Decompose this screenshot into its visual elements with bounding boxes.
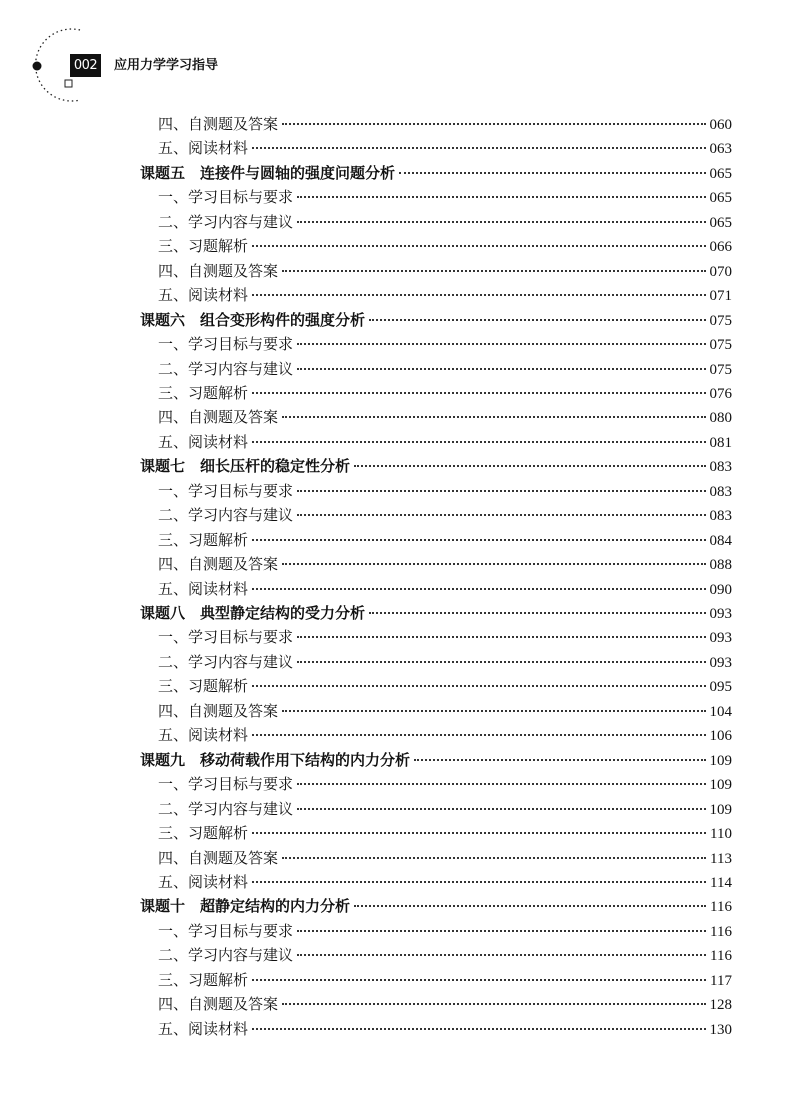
dot-leader [252,1027,705,1030]
toc-section-entry[interactable] [158,479,732,503]
dot-leader [297,782,705,785]
toc-section-entry[interactable] [158,577,732,601]
toc-entry-page: 083 [709,459,732,476]
toc-entry-page: 116 [710,923,732,940]
book-title: 应用力学学习指导 [114,58,219,73]
toc-entry-title: 三、习题解析 [158,237,249,256]
toc-entry-page: 076 [709,385,732,402]
dot-leader [252,146,705,149]
toc-entry-page: 095 [709,679,732,696]
toc-section-entry[interactable] [158,650,732,674]
toc-entry-title: 二、学习内容与建议 [158,359,294,378]
toc-entry-page: 066 [709,239,732,256]
toc-section-entry[interactable] [158,723,732,747]
toc-section-entry[interactable] [158,772,732,796]
toc-chapter-entry[interactable] [140,161,732,185]
toc-chapter-entry[interactable] [140,748,732,772]
toc-entry-page: 109 [709,801,732,818]
page-header [0,0,790,110]
toc-entry-page: 080 [709,410,732,427]
toc-entry-page: 117 [710,972,732,989]
toc-entry-title: 三、习题解析 [158,383,249,402]
toc-chapter-entry[interactable] [140,894,732,918]
toc-entry-page: 130 [709,1021,732,1038]
toc-entry-title: 四、自测题及答案 [158,701,279,720]
toc-entry-page: 075 [709,312,732,329]
toc-entry-title: 一、学习目标与要求 [158,481,294,500]
toc-section-entry[interactable] [158,136,732,160]
toc-entry-title: 课题十 超静定结构的内力分析 [140,897,351,916]
toc-entry-page: 093 [709,606,732,622]
toc-chapter-entry[interactable] [140,454,732,478]
toc-entry-page: 109 [709,752,732,769]
toc-entry-page: 065 [709,165,732,182]
toc-entry-title: 课题九 移动荷载作用下结构的内力分析 [140,750,411,769]
dot-leader [369,318,705,321]
toc-entry-page: 081 [709,434,732,451]
toc-section-entry[interactable] [158,259,732,283]
dot-leader [252,684,705,687]
toc-entry-page: 070 [709,263,732,280]
dot-leader [252,733,705,736]
toc-entry-title: 五、阅读材料 [158,139,249,158]
toc-entry-title: 一、学习目标与要求 [158,628,294,647]
dot-leader [252,831,706,834]
dot-leader [252,880,706,883]
toc-entry-page: 116 [710,899,732,916]
toc-entry-page: 104 [709,703,732,720]
toc-section-entry[interactable] [158,234,732,258]
toc-section-entry[interactable] [158,797,732,821]
dot-leader [369,611,705,614]
dot-leader [297,513,705,516]
dot-leader [282,269,705,272]
toc-entry-page: 128 [709,997,732,1014]
toc-entry-page: 060 [709,117,732,133]
toc-entry-title: 课题六 组合变形构件的强度分析 [140,310,366,329]
toc-entry-title: 一、学习目标与要求 [158,921,294,940]
toc-section-entry[interactable] [158,405,732,429]
toc-section-entry[interactable] [158,870,732,894]
toc-entry-title: 四、自测题及答案 [158,555,279,574]
toc-entry-title: 一、学习目标与要求 [158,188,294,207]
toc-entry-title: 三、习题解析 [158,970,249,989]
toc-section-entry[interactable] [158,430,732,454]
toc-entry-title: 课题五 连接件与圆轴的强度问题分析 [140,163,396,182]
toc-entry-title: 四、自测题及答案 [158,261,279,280]
toc-entry-title: 四、自测题及答案 [158,115,279,133]
toc-section-entry[interactable] [158,185,732,209]
dot-leader [297,929,706,932]
toc-entry-title: 二、学习内容与建议 [158,799,294,818]
dot-leader [297,660,705,663]
toc-entry-page: 075 [709,337,732,354]
toc-entry-title: 五、阅读材料 [158,286,249,305]
toc-entry-page: 093 [709,630,732,647]
toc-section-entry[interactable] [158,674,732,698]
toc-section-entry[interactable] [158,210,732,234]
toc-entry-title: 一、学习目标与要求 [158,775,294,794]
toc-chapter-entry[interactable] [140,308,732,332]
toc-entry-title: 四、自测题及答案 [158,995,279,1014]
dot-leader [282,709,705,712]
dot-leader [399,171,705,174]
dot-leader [297,807,705,810]
toc-section-entry[interactable] [158,552,732,576]
toc-entry-title: 五、阅读材料 [158,432,249,451]
toc-entry-page: 063 [709,141,732,158]
toc-section-entry[interactable] [158,943,732,967]
toc-entry-page: 065 [709,214,732,231]
toc-entry-title: 四、自测题及答案 [158,848,279,867]
toc-section-entry[interactable] [158,112,732,136]
toc-entry-page: 065 [709,190,732,207]
toc-entry-title: 课题八 典型静定结构的受力分析 [140,604,366,622]
toc-entry-title: 三、习题解析 [158,530,249,549]
dot-leader [282,856,706,859]
toc-entry-title: 四、自测题及答案 [158,408,279,427]
dot-leader [297,342,705,345]
dot-leader [282,562,705,565]
dot-leader [297,195,705,198]
toc-section-entry[interactable] [158,919,732,943]
dot-leader [297,953,706,956]
dot-leader [282,415,705,418]
toc-entry-title: 五、阅读材料 [158,1019,249,1038]
toc-entry-title: 三、习题解析 [158,824,249,843]
toc-entry-page: 114 [710,874,732,891]
dot-leader [297,635,705,638]
toc-section-entry[interactable] [158,992,732,1016]
toc-entry-title: 课题七 细长压杆的稳定性分析 [140,457,351,476]
toc-entry-title: 五、阅读材料 [158,872,249,891]
toc-entry-page: 083 [709,508,732,525]
toc-section-entry[interactable] [158,846,732,870]
dot-leader [297,367,705,370]
dot-leader [354,904,706,907]
toc-section-entry[interactable] [158,357,732,381]
toc-section-entry[interactable] [158,503,732,527]
dot-leader [297,489,705,492]
toc-entry-page: 093 [709,654,732,671]
toc-chapter-entry[interactable] [140,601,732,625]
toc-section-entry[interactable] [158,528,732,552]
toc-entry-title: 二、学习内容与建议 [158,946,294,965]
dot-leader [252,587,705,590]
toc-entry-page: 109 [709,777,732,794]
toc-entry-title: 五、阅读材料 [158,579,249,598]
dot-leader [252,293,705,296]
toc-section-entry[interactable] [158,625,732,649]
toc-entry-title: 三、习题解析 [158,677,249,696]
dot-leader [354,464,705,467]
dot-leader [252,538,705,541]
toc-section-entry[interactable] [158,283,732,307]
header-ornament-icon [0,0,130,110]
toc-section-entry[interactable] [158,1017,732,1041]
dot-leader [282,1002,705,1005]
toc-section-entry[interactable] [158,381,732,405]
toc-entry-title: 一、学习目标与要求 [158,335,294,354]
dot-leader [282,122,705,125]
dot-leader [252,244,705,247]
toc-section-entry[interactable] [158,821,732,845]
toc-entry-page: 083 [709,483,732,500]
toc-entry-title: 二、学习内容与建议 [158,506,294,525]
page-number: 002 [70,54,101,77]
toc-entry-page: 084 [709,532,732,549]
toc-entry-page: 075 [709,361,732,378]
toc-entry-title: 二、学习内容与建议 [158,212,294,231]
toc-entry-page: 090 [709,581,732,598]
toc-entry-page: 116 [710,948,732,965]
toc-entry-page: 071 [709,288,732,305]
dot-leader [252,440,705,443]
toc-entry-page: 113 [710,850,732,867]
toc-entry-title: 五、阅读材料 [158,726,249,745]
dot-leader [252,391,705,394]
toc-section-entry[interactable] [158,968,732,992]
toc-entry-page: 106 [709,728,732,745]
toc-section-entry[interactable] [158,699,732,723]
dot-leader [297,220,705,223]
toc-entry-title: 二、学习内容与建议 [158,652,294,671]
dot-leader [252,978,706,981]
toc-entry-page: 110 [710,826,732,843]
toc-entry-page: 088 [709,557,732,574]
toc-section-entry[interactable] [158,332,732,356]
dot-leader [414,758,705,761]
